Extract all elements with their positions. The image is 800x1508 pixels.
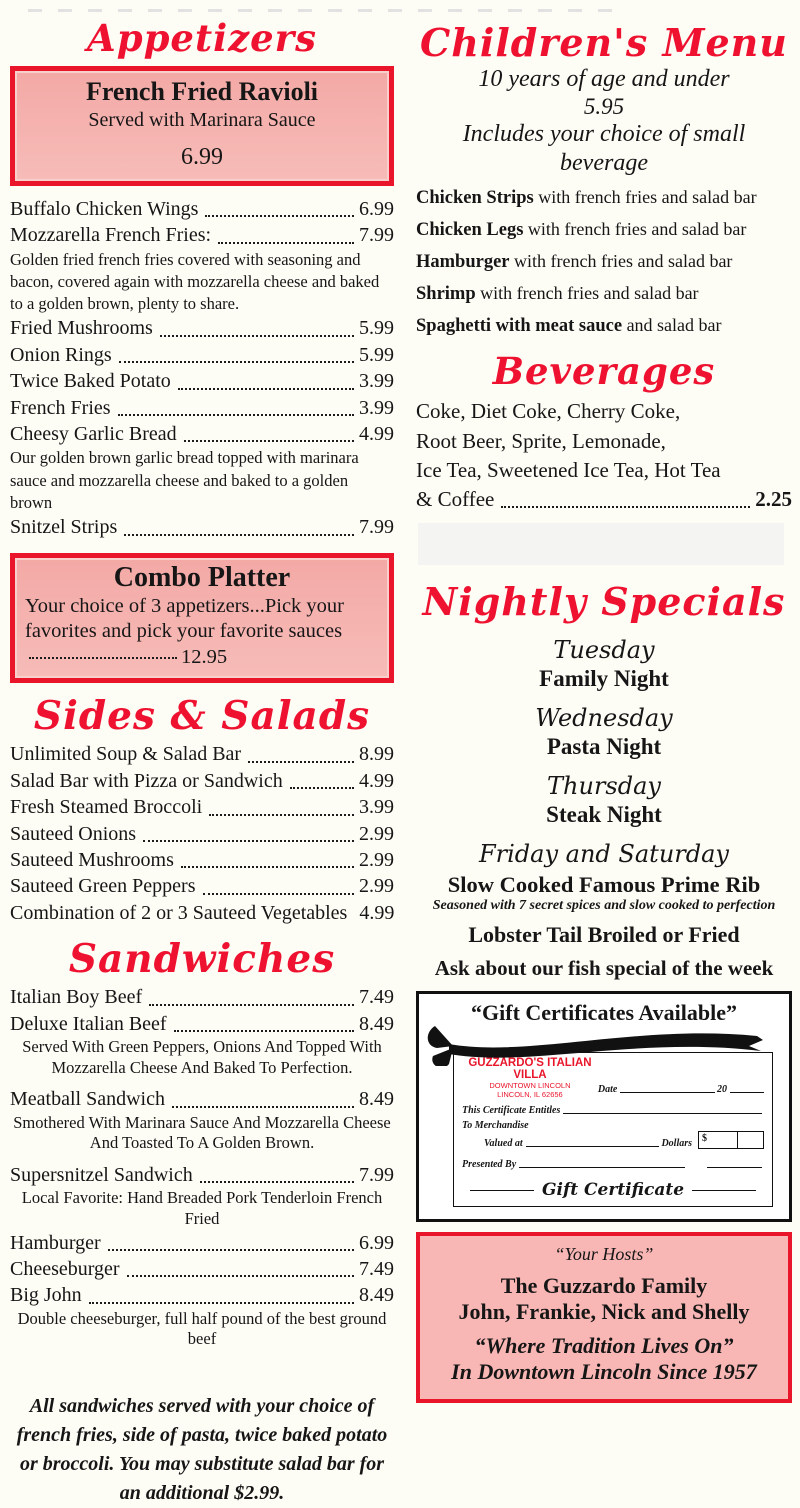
presented-by-blank-line xyxy=(519,1167,685,1168)
menu-item: Italian Boy Beef 7.49 xyxy=(10,986,394,1009)
childrens-item: Spaghetti with meat sauce and salad bar xyxy=(416,315,722,337)
gift-certificate-form xyxy=(453,1052,773,1208)
nightly-specials-heading: Nightly Specials xyxy=(422,579,786,625)
ribbon-bow-icon xyxy=(427,1020,767,1066)
menu-item: Mozzarella French Fries: 7.99 xyxy=(10,224,394,247)
childrens-item: Shrimp with french fries and salad bar xyxy=(416,283,699,305)
weekend-day: Friday and Saturday xyxy=(479,840,729,869)
hosts-motto: “Where Tradition Lives On” xyxy=(474,1333,734,1359)
menu-item: Fresh Steamed Broccoli 3.99 xyxy=(10,796,394,819)
french-fried-ravioli-box xyxy=(10,66,394,186)
beverages-heading: Beverages xyxy=(492,349,716,394)
menu-item: Supersnitzel Sandwich 7.99 xyxy=(10,1163,394,1186)
sandwiches-heading: Sandwiches xyxy=(68,936,336,983)
combo-text: Your choice of 3 appetizers...Pick your favorites and pick your favorite sauces12.95 xyxy=(25,594,345,668)
childrens-item: Hamburger with french fries and salad bar xyxy=(416,251,733,273)
menu-item: Sauteed Green Peppers 2.99 xyxy=(10,875,394,898)
combo-price: 12.95 xyxy=(181,645,228,668)
menu-item: Twice Baked Potato 3.99 xyxy=(10,370,394,393)
menu-item: Onion Rings 5.99 xyxy=(10,343,394,366)
entitles-label: This Certificate Entitles xyxy=(462,1105,561,1117)
special-day: Wednesday xyxy=(535,704,673,733)
date-label: Date xyxy=(597,1084,618,1096)
childrens-item: Chicken Legs with french fries and salad bar xyxy=(416,219,747,241)
childrens-beverage-note: Includes your choice of small beverage xyxy=(462,120,746,176)
gift-certificates-title: “Gift Certificates Available” xyxy=(471,999,737,1025)
scan-artifact-band xyxy=(418,523,784,565)
gift-certificate-caption: Gift Certificate xyxy=(541,1180,685,1201)
featured-item-sub: Served with Marinara Sauce xyxy=(88,108,316,131)
menu-item: Salad Bar with Pizza or Sandwich 4.99 xyxy=(10,769,394,792)
prime-rib-description: Seasoned with 7 secret spices and slow cooked to perfection xyxy=(432,898,776,914)
certificate-address-line2: LINCOLN, IL 62656 xyxy=(497,1090,563,1100)
featured-item-price: 6.99 xyxy=(181,143,223,170)
special-day: Thursday xyxy=(547,772,661,801)
menu-item: Sauteed Mushrooms 2.99 xyxy=(10,849,394,872)
menu-item: Unlimited Soup & Salad Bar 8.99 xyxy=(10,743,394,766)
childrens-age-note: 10 years of age and under xyxy=(478,66,730,92)
your-hosts-box xyxy=(416,1232,792,1403)
menu-item: Combination of 2 or 3 Sauteed Vegetables 4.99 xyxy=(10,901,395,924)
combo-platter-box xyxy=(10,553,394,684)
hosts-names: John, Frankie, Nick and Shelly xyxy=(458,1299,750,1325)
item-description: Smothered With Marinara Sauce And Mozzarella Cheese And Toasted To A Golden Brown. xyxy=(13,1112,391,1153)
fish-special-line: Ask about our fish special of the week xyxy=(434,955,774,980)
beverages-price-row: & Coffee 2.25 xyxy=(416,486,792,514)
childrens-menu-heading: Children's Menu xyxy=(420,20,788,65)
hosts-since: In Downtown Lincoln Since 1957 xyxy=(451,1359,757,1385)
beverages-price: 2.25 xyxy=(755,486,792,511)
beverages-line: Ice Tea, Sweetened Ice Tea, Hot Tea xyxy=(416,458,721,483)
certificate-brand: GUZZARDO'S ITALIAN VILLA xyxy=(468,1056,592,1081)
menu-item: Cheeseburger 7.49 xyxy=(10,1257,394,1280)
special-name: Steak Night xyxy=(546,802,662,828)
special-name: Pasta Night xyxy=(546,734,662,760)
sandwiches-footnote: All sandwiches served with your choice of french fries, side of pasta, twice baked potato or broccoli. You may substitute salad bar for an additional $2.99. xyxy=(16,1394,388,1504)
dollar-amount-box xyxy=(698,1131,764,1149)
menu-item: Cheesy Garlic Bread 4.99 xyxy=(10,423,394,446)
certificate-address-line1: DOWNTOWN LINCOLN xyxy=(489,1080,571,1090)
entitles-blank-line xyxy=(563,1113,762,1114)
dollars-label: Dollars xyxy=(661,1138,692,1150)
menu-item: Sauteed Onions 2.99 xyxy=(10,822,394,845)
year-blank-line xyxy=(730,1092,764,1093)
sides-salads-heading: Sides & Salads xyxy=(33,693,371,740)
year-prefix: 20 xyxy=(717,1084,727,1096)
gift-certificate-box xyxy=(416,991,792,1223)
featured-item-name: French Fried Ravioli xyxy=(85,77,319,106)
menu-page-right xyxy=(400,0,800,1385)
signature-blank-line xyxy=(707,1167,762,1168)
beverages-line: Coke, Diet Coke, Cherry Coke, xyxy=(416,399,681,424)
menu-item: Hamburger 6.99 xyxy=(10,1231,394,1254)
special-day: Tuesday xyxy=(553,636,655,665)
combo-title: Combo Platter xyxy=(113,561,291,593)
dollar-sign: $ xyxy=(699,1132,738,1148)
lobster-line: Lobster Tail Broiled or Fried xyxy=(468,921,740,947)
menu-item: Fried Mushrooms 5.99 xyxy=(10,317,394,340)
item-description: Our golden brown garlic bread topped with marinara sauce and mozzarella cheese and baked to a golden brown xyxy=(10,448,359,512)
childrens-item: Chicken Strips with french fries and salad bar xyxy=(416,187,757,209)
item-description: Double cheeseburger, full half pound of the best ground beef xyxy=(17,1308,387,1349)
item-description: Golden fried french fries covered with seasoning and bacon, covered again with mozzarella cheese and baked to a golden brown, plenty to share. xyxy=(10,249,380,314)
valued-at-label: Valued at xyxy=(484,1138,523,1150)
special-name: Family Night xyxy=(539,666,669,692)
item-description: Local Favorite: Hand Breaded Pork Tenderloin French Fried xyxy=(21,1188,383,1228)
menu-item: Buffalo Chicken Wings 6.99 xyxy=(10,197,394,220)
menu-item: Meatball Sandwich 8.49 xyxy=(10,1088,394,1111)
beverages-line: Root Beer, Sprite, Lemonade, xyxy=(416,428,666,453)
menu-item: Big John 8.49 xyxy=(10,1284,394,1307)
hosts-quote: “Your Hosts” xyxy=(554,1244,654,1265)
menu-page-left xyxy=(0,0,400,1504)
item-description: Served With Green Peppers, Onions And Topped With Mozzarella Cheese And Baked To Perfection. xyxy=(22,1037,382,1077)
menu-item: Snitzel Strips 7.99 xyxy=(10,516,394,539)
appetizers-heading: Appetizers xyxy=(86,16,317,60)
presented-by-label: Presented By xyxy=(462,1159,517,1171)
prime-rib-line: Slow Cooked Famous Prime Rib xyxy=(447,872,761,898)
hosts-family: The Guzzardo Family xyxy=(500,1273,708,1299)
to-merchandise-label: To Merchandise xyxy=(462,1120,529,1132)
date-blank-line xyxy=(620,1092,715,1093)
valued-at-blank-line xyxy=(526,1146,660,1147)
menu-item: French Fries 3.99 xyxy=(10,396,394,419)
menu-item: Deluxe Italian Beef 8.49 xyxy=(10,1012,394,1035)
childrens-price: 5.95 xyxy=(583,93,625,119)
